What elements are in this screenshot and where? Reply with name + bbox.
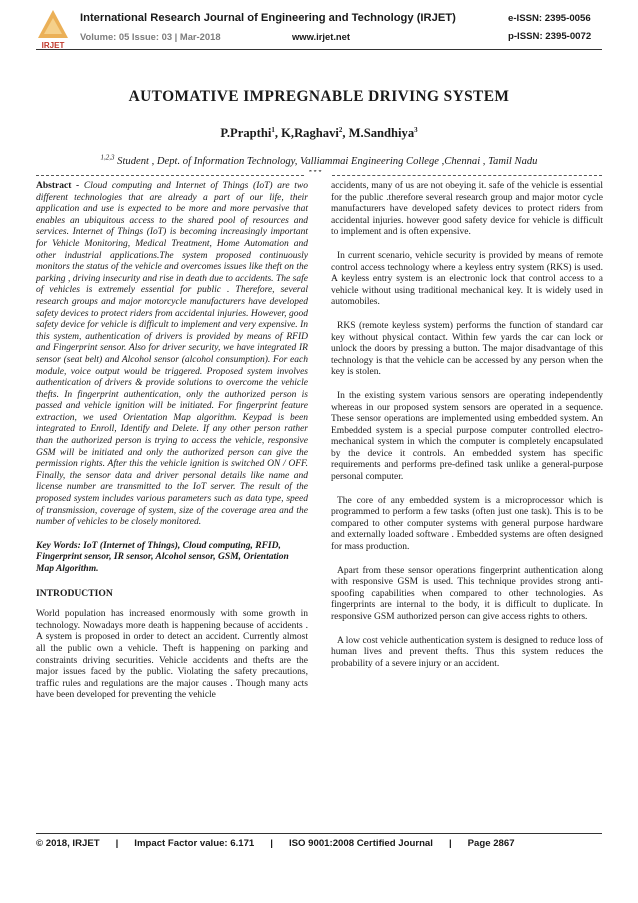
pissn: p-ISSN: 2395-0072 (508, 31, 592, 42)
footer-iso: ISO 9001:2008 Certified Journal (288, 838, 433, 849)
right-column (331, 181, 603, 682)
left-column (36, 181, 308, 714)
abstract (36, 181, 308, 529)
keywords-text: IoT (Internet of Things), Cloud computing, RFID, Fingerprint sensor, IR sensor, Alcohol sensor, GSM, Orientation Map Algorithm. (36, 540, 289, 574)
footer-rule (36, 833, 602, 834)
footer-page-number: Page 2867 (467, 838, 515, 849)
paragraph-6: Apart from these sensor operations fingerprint authentication along with responsive GSM is used. This technique provides strong anti-spoofing capabilities when compared to other technologies. As fingerprints are internal to the body, it is difficult to duplicate. In responsive GSM authorized person can give access rights to others. (331, 565, 603, 622)
header-rule (36, 49, 602, 50)
author-3: M.Sandhiya (348, 126, 415, 140)
keywords-label: Key Words: (36, 540, 81, 551)
author-1: P.Prapthi (220, 126, 272, 140)
volume-issue: Volume: 05 Issue: 03 | Mar-2018 (80, 31, 221, 42)
page-footer (36, 838, 515, 849)
paper-title: AUTOMATIVE IMPREGNABLE DRIVING SYSTEM (128, 88, 510, 105)
abstract-text: Cloud computing and Internet of Things (IoT) are two different technologies that are already a part of our life, their application and use is expected to be more and more pervasive that enables an ubiquitous access to the shared pool of resources and services. Internet of Things (IoT) is becoming increasingly important for Vehicle Monitoring, Medical Treatment, Home Automation and other industrial applications.The system proposed continuously monitors the status of the vehicle and overcomes issues like theft on the parking , driving insecurity and rise in death due to accidents. The safe of vehicles is extremely essential for public . Therefore, several research groups and major motorcycle manufacturers have developed safety devices to protect riders from accidental injuries. However, good safety device for vehicle is difficult to implement and very expensive. In this system, authentication of drivers is provided by means of RFID and Fingerprint sensor. Also for driver security, we have integrated IR sensor (seat belt) and Alcohol sensor (alcohol consumption). For each module, voice output would be triggered. Proposed system involves authentication of drivers & provide solutions to overcome the vehicle thefts. In fingerprint authentication, only the authorized person is passed and vehicle ignition will be initiated. For fingerprint feature extraction, we used Orientation Map algorithm. Keypad is been integrated to Enroll, Identify and Delete. If any other person rather than the authorized person is trying to access the vehicle, responsive GSM will be initiated and only the authorized person can give the permission rights. After this the vehicle ignition is switched ON / OFF. Finally, the sensor data and driver personal details like name and license number are transmitted to the IoT server. The result of the proposed system includes various parameters such as data type, speed of transmission, coverage of system, size of the coverage area and the number of vehicles to be closely monitored. (36, 181, 308, 528)
footer-divider: | (270, 838, 273, 849)
affiliation-text: Student , Dept. of Information Technology, Valliammai Engineering College ,Chennai , Tamil Nadu (114, 156, 538, 167)
irjet-logo (36, 8, 70, 50)
paragraph-7: A low cost vehicle authentication system is designed to reduce loss of human lives and prevent thefts. Thus this system reduces the probability of a severe injury or an accident. (331, 635, 603, 669)
section-separator (36, 170, 602, 180)
footer-divider: | (115, 838, 119, 849)
footer-impact-factor: Impact Factor value: 6.171 (134, 838, 255, 849)
footer-copyright: © 2018, IRJET (36, 838, 100, 849)
separator-mark: *** (308, 170, 323, 178)
affiliation-mark: 1,2,3 (100, 153, 115, 162)
eissn: e-ISSN: 2395-0056 (508, 13, 591, 24)
author-3-affil-mark: 3 (414, 125, 418, 134)
footer-divider: | (448, 838, 452, 849)
keywords (36, 541, 308, 576)
journal-name: International Research Journal of Engineering and Technology (IRJET) (80, 12, 456, 24)
paragraph-1: accidents, many of us are not obeying it. safe of the vehicle is essential for the public .therefore several research group and major motor cycle manufacturers have developed safety devices to protect riders from accidental injuries. however good safety device for vehicle is difficult to implement and is often expensive. (331, 181, 603, 238)
paragraph-5: The core of any embedded system is a microprocessor which is programmed to perform a few tasks (often just one task). This is to be compared to other computer systems with general purpose hardware and externally loaded software . Embedded systems are often designed for mass production. (331, 495, 603, 553)
introduction-heading: INTRODUCTION (36, 587, 113, 599)
author-2-affil-mark: 2 (338, 125, 343, 134)
journal-website-link[interactable]: www.irjet.net (292, 31, 350, 42)
author-1-affil-mark: 1 (271, 125, 275, 134)
abstract-label: Abstract - (36, 181, 80, 191)
paragraph-4: In the existing system various sensors are operating independently whereas in our proposed system sensors are operated in a sequence. These sensor operations are implemented using embedded system. An Embedded system is a special purpose computer controlled electro-mechanical system in which the computer is completely encapsulated by the device it controls. An embedded system has specific requirements and performs pre-defined task unlike a general-purpose personal computer. (331, 390, 603, 483)
paper-authors: P.Prapthi$^1$, K,Raghavi$^2$, M.Sandhiya$^3$ (220, 125, 418, 140)
affiliation (0, 153, 638, 167)
paragraph-3: RKS (remote keyless system) performs the function of standard car key without physical contact. Within few yards the car can lock or unlock the doors by pressing a button. The major disadvantage of this technology is that the vehicle can be accessed by any person when the key is stolen. (331, 320, 603, 378)
logo-text: IRJET (41, 41, 65, 50)
paragraph-2: In current scenario, vehicle security is provided by means of remote control access technology where a keyless entry system (RKS) is used. A keyless entry system is an electronic lock that control access to a vehicle without using traditional mechanical key. It is widely used in automobiles. (331, 250, 603, 308)
introduction-paragraph: World population has increased enormously with some growth in technology. Nowadays more death is happening because of accidents . A system is proposed in order to detect an accident. Currently almost all the public own a vehicle. Theft is happening on parking and constraints driving securities. Vehicle accidents and thefts are the major issues faced by the public. Violating the safety precautions, traffic rules and regulations are the major causes . Though many acts have been developed for preventing the vehicle (36, 609, 308, 701)
author-2: K,Raghavi (281, 126, 339, 140)
